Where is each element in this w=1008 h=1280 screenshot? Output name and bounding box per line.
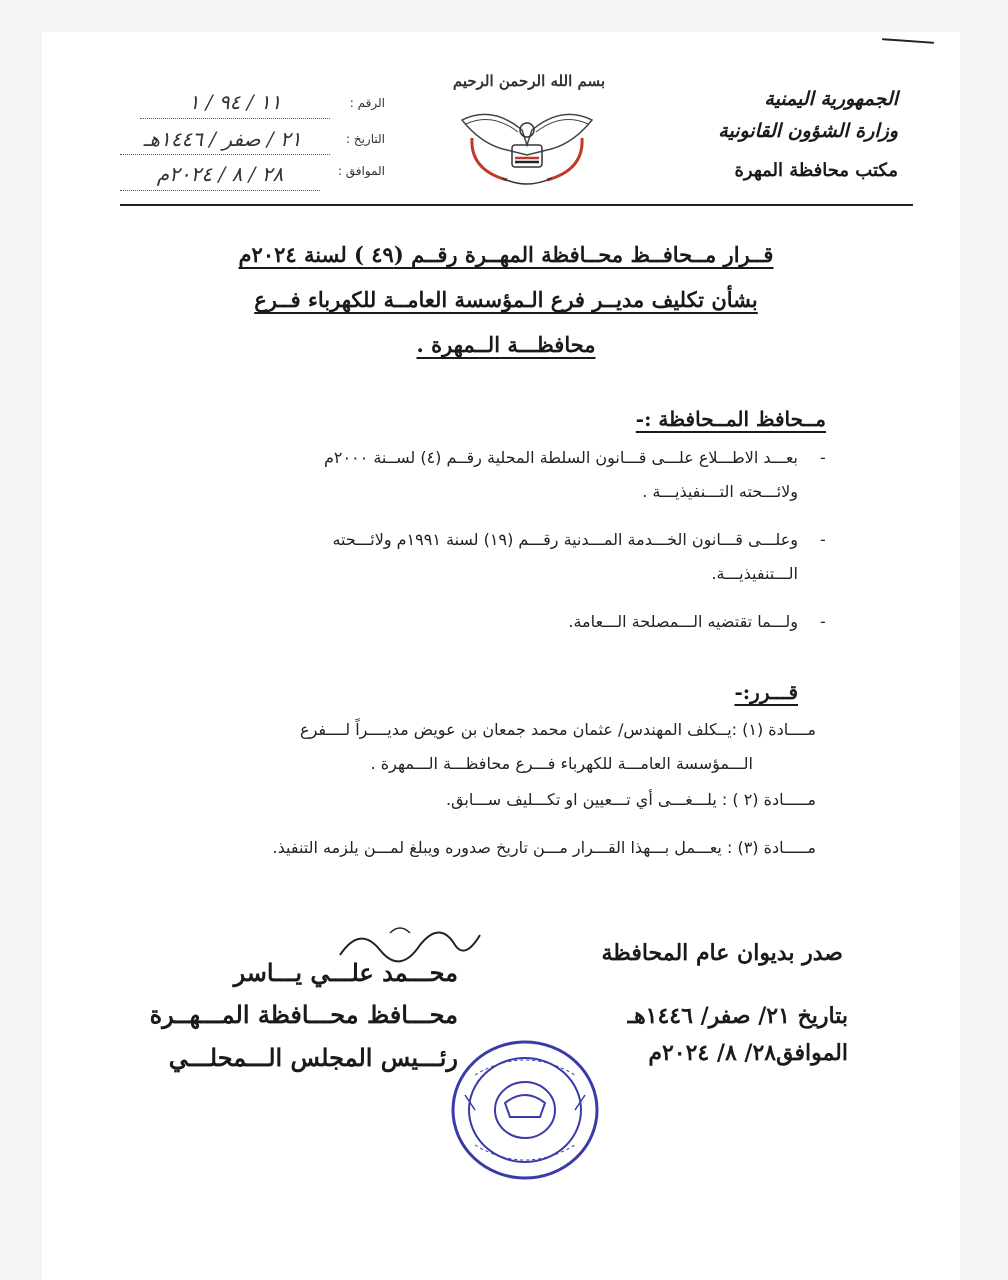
eagle-emblem-icon bbox=[452, 100, 602, 190]
issued-at: صدر بديوان عام المحافظة bbox=[601, 940, 843, 966]
number-value: ١١ / ٩٤ / ١ bbox=[188, 90, 282, 114]
office-name: مكتب محافظة المهرة bbox=[734, 160, 898, 181]
official-stamp bbox=[445, 1035, 605, 1185]
preamble-heading: مــحافظ المــحافظة :- bbox=[635, 407, 826, 431]
signatory-council-title: رئـــيس المجلس الـــمحلـــي bbox=[168, 1043, 458, 1072]
country-name: الجمهورية اليمنية bbox=[764, 88, 898, 110]
preamble-item-2-line1: وعلـــى قـــانون الخـــدمة المـــدنية رقـــم (١٩) لسنة ١٩٩١م ولائـــحته bbox=[332, 530, 798, 549]
corresponding-line bbox=[120, 190, 320, 191]
decision-title-line2: بشأن تكليف مديــر فرع الـمؤسسة العامــة للكهرباء فــرع bbox=[254, 287, 758, 312]
bullet-dash: - bbox=[820, 612, 826, 631]
date-line bbox=[120, 154, 330, 155]
number-line bbox=[140, 118, 330, 119]
preamble-item-1-line2: ولائـــحته التـــنفيذيـــة . bbox=[642, 482, 798, 501]
article-3: مـــــادة (٣) : يعـــمل بـــهذا القـــرار مـــن تاريخ صدوره ويبلغ لمـــن يلزمه التنفيذ. bbox=[272, 838, 816, 857]
article-1-line2: الـــمؤسسة العامـــة للكهرباء فـــرع محافظـــة الـــمهرة . bbox=[370, 754, 753, 773]
preamble-item-2-line2: الـــتنفيذيـــة. bbox=[711, 564, 798, 583]
number-label: الرقم : bbox=[349, 96, 385, 110]
preamble-item-1-line1: بعـــد الاطـــلاع علـــى قـــانون السلطة المحلية رقــم (٤) لســنة ٢٠٠٠م bbox=[323, 448, 798, 467]
basmala: بسم الله الرحمن الرحيم bbox=[452, 72, 605, 90]
date-value: ٢١ / صفر / ١٤٤٦هـ bbox=[143, 127, 302, 151]
ministry-name: وزارة الشؤون القانونية bbox=[718, 120, 898, 142]
signatory-title: محـــافظ محـــافظة المـــهــرة bbox=[149, 1000, 458, 1029]
header-divider bbox=[120, 204, 913, 206]
article-2: مـــــادة (٢ ) : يلـــغـــى أي تـــعيين او تكـــليف ســـابق. bbox=[445, 790, 816, 809]
decision-title-line1: قــرار مــحافــظ محــافظة المهــرة رقــم (٤٩ ) لسنة ٢٠٢٤م bbox=[238, 242, 774, 267]
article-1-line1: مــــادة (١) :يــكلف المهندس/ عثمان محمد جمعان بن عويض مديــــراً لــــفرع bbox=[300, 720, 816, 739]
bullet-dash: - bbox=[820, 530, 826, 549]
bullet-dash: - bbox=[820, 448, 826, 467]
issue-date-gregorian: الموافق٢٨/ ٨/ ٢٠٢٤م bbox=[648, 1040, 848, 1066]
preamble-item-3-line1: ولـــما تقتضيه الـــمصلحة الـــعامة. bbox=[568, 612, 798, 631]
decision-heading: قـــرر:- bbox=[734, 680, 798, 704]
date-label: التاريخ : bbox=[345, 132, 385, 146]
signatory-name: محـــمد علـــي يـــاسر bbox=[233, 958, 458, 987]
issue-date-hijri: بتاريخ ٢١/ صفر/ ١٤٤٦هـ bbox=[627, 1003, 848, 1029]
decision-title-line3: محافظـــة الــمهرة . bbox=[416, 332, 596, 357]
corresponding-value: ٢٨ / ٨ / ٢٠٢٤م bbox=[156, 162, 284, 186]
corresponding-label: الموافق : bbox=[337, 164, 385, 178]
